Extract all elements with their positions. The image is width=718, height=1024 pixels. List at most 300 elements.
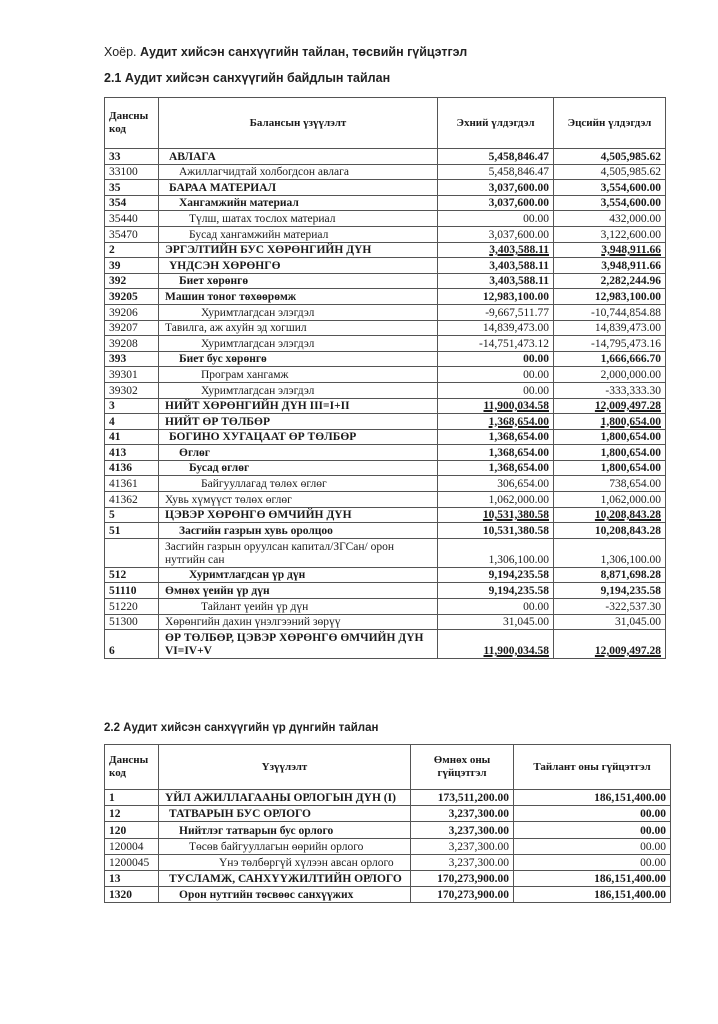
start-balance [438, 414, 554, 430]
table-row [105, 398, 666, 414]
prev-year-value [411, 822, 514, 838]
end-balance [554, 149, 666, 165]
end-balance [554, 289, 666, 305]
end-balance-text: 738,654.00 [609, 478, 661, 491]
account-code [105, 367, 159, 383]
end-balance-text: 1,800,654.00 [600, 431, 661, 444]
account-code [105, 567, 159, 583]
table-row [105, 429, 666, 445]
table-row [105, 614, 666, 630]
table-row [105, 838, 671, 854]
account-description [159, 429, 438, 445]
prev-year-value-text: 3,237,300.00 [448, 856, 509, 869]
end-balance-text: 12,983,100.00 [594, 290, 661, 303]
account-code [105, 164, 159, 180]
account-description [159, 887, 411, 903]
account-description-text: НИЙТ ХӨРӨНГИЙН ДҮН III=I+II [165, 400, 350, 413]
end-balance [554, 226, 666, 242]
start-balance [438, 398, 554, 414]
start-balance [438, 289, 554, 305]
start-balance-text: 5,458,846.47 [488, 166, 549, 179]
table-row [105, 870, 671, 886]
end-balance-text: 3,554,600.00 [600, 197, 661, 210]
account-description [159, 351, 438, 367]
account-description [159, 460, 438, 476]
account-description-text: АВЛАГА [169, 150, 216, 163]
account-code-text: 51220 [109, 600, 138, 613]
account-code [105, 887, 159, 903]
start-balance-text: 1,368,654.00 [488, 462, 549, 475]
account-code [105, 242, 159, 258]
prev-year-value-text: 3,237,300.00 [448, 824, 509, 837]
document-title [104, 45, 467, 59]
start-balance [438, 460, 554, 476]
table-row [105, 226, 666, 242]
table-row [105, 164, 666, 180]
table-row [105, 887, 671, 903]
start-balance [438, 583, 554, 599]
table-row [105, 242, 666, 258]
table-row [105, 258, 666, 274]
account-code [105, 258, 159, 274]
start-balance [438, 320, 554, 336]
account-code-text: 39208 [109, 337, 138, 350]
account-code [105, 320, 159, 336]
account-description [159, 164, 438, 180]
start-balance-text: 00.00 [523, 353, 549, 366]
start-balance-text: -14,751,473.12 [479, 337, 549, 350]
end-balance-text: 3,948,911.66 [601, 259, 661, 272]
prev-year-value [411, 806, 514, 822]
account-description [159, 614, 438, 630]
start-balance-text: 1,062,000.00 [488, 493, 549, 506]
end-balance [554, 414, 666, 430]
account-description [159, 583, 438, 599]
end-balance [554, 195, 666, 211]
start-balance-text: 3,403,588.11 [489, 259, 549, 272]
account-description [159, 854, 411, 870]
account-description [159, 538, 438, 567]
start-balance-text: 9,194,235.58 [488, 569, 549, 582]
account-description [159, 226, 438, 242]
title-text: Аудит хийсэн санхүүгийн тайлан, төсвийн гүйцэтгэл [140, 45, 468, 59]
end-balance-text: -14,795,473.16 [591, 337, 661, 350]
account-code [105, 614, 159, 630]
account-code [105, 382, 159, 398]
end-balance [554, 304, 666, 320]
account-code-text: 120 [109, 824, 127, 837]
account-description [159, 822, 411, 838]
start-balance [438, 258, 554, 274]
table-row [105, 273, 666, 289]
account-code [105, 336, 159, 352]
start-balance-text: 1,368,654.00 [488, 415, 549, 428]
table-row [105, 822, 671, 838]
account-description [159, 195, 438, 211]
account-code-text: 5 [109, 509, 115, 522]
table-row [105, 630, 666, 659]
account-description-text: Тавилга, аж ахуйн эд хогшил [165, 322, 307, 335]
account-code [105, 870, 159, 886]
start-balance [438, 538, 554, 567]
account-code [105, 195, 159, 211]
start-balance [438, 180, 554, 196]
account-description [159, 492, 438, 508]
start-balance-text: 10,531,380.58 [482, 509, 549, 522]
account-code [105, 414, 159, 430]
end-balance-text: 2,000,000.00 [600, 368, 661, 381]
end-balance [554, 398, 666, 414]
account-description-text: БАРАА МАТЕРИАЛ [169, 181, 277, 194]
account-code [105, 398, 159, 414]
end-balance-text: -10,744,854.88 [591, 306, 661, 319]
end-balance [554, 382, 666, 398]
end-balance [554, 507, 666, 523]
start-balance [438, 492, 554, 508]
prev-year-value [411, 838, 514, 854]
account-description-text: Тайлант үеийн үр дүн [201, 600, 309, 613]
end-balance [554, 258, 666, 274]
table-row [105, 211, 666, 227]
table-row [105, 445, 666, 461]
end-balance-text: 31,045.00 [615, 616, 661, 629]
start-balance-text: 00.00 [523, 212, 549, 225]
table-row [105, 320, 666, 336]
start-balance [438, 336, 554, 352]
start-balance-text: 00.00 [523, 368, 549, 381]
account-code [105, 492, 159, 508]
end-balance-text: 12,009,497.28 [594, 645, 661, 658]
start-balance [438, 567, 554, 583]
end-balance [554, 630, 666, 659]
account-code-text: 12 [109, 808, 121, 821]
start-balance [438, 164, 554, 180]
table-row [105, 583, 666, 599]
account-description-text: Бусад өглөг [189, 462, 250, 475]
header-end-balance: Эцсийн үлдэгдэл [554, 98, 666, 149]
table-row [105, 523, 666, 539]
prev-year-value [411, 854, 514, 870]
current-year-value [514, 838, 671, 854]
table-row [105, 414, 666, 430]
table-row [105, 367, 666, 383]
end-balance-text: 1,800,654.00 [600, 446, 661, 459]
end-balance [554, 567, 666, 583]
account-description-text: Хуримтлагдсан элэгдэл [201, 306, 315, 319]
account-description [159, 211, 438, 227]
account-code-text: 39302 [109, 384, 138, 397]
account-code-text: 35 [109, 181, 121, 194]
prev-year-value-text: 3,237,300.00 [448, 808, 509, 821]
account-description [159, 336, 438, 352]
end-balance [554, 336, 666, 352]
start-balance-text: 11,900,034.58 [483, 645, 549, 658]
table-row [105, 492, 666, 508]
prev-year-value-text: 3,237,300.00 [448, 840, 509, 853]
end-balance-text: 3,554,600.00 [600, 181, 661, 194]
end-balance [554, 523, 666, 539]
end-balance [554, 460, 666, 476]
start-balance [438, 211, 554, 227]
table-row [105, 790, 671, 806]
account-code [105, 351, 159, 367]
start-balance-text: 00.00 [523, 384, 549, 397]
end-balance-text: -322,537.30 [605, 600, 661, 613]
account-code-text: 512 [109, 569, 127, 582]
account-code [105, 854, 159, 870]
account-code-text: 354 [109, 197, 127, 210]
account-description [159, 242, 438, 258]
account-description-text: Хангамжийн материал [179, 197, 299, 210]
current-year-value [514, 887, 671, 903]
header-description: Үзүүлэлт [159, 745, 411, 790]
account-code [105, 289, 159, 305]
account-description-text: Үнэ төлбөргүй хүлээн авсан орлого [219, 856, 394, 869]
account-code-text: 392 [109, 275, 127, 288]
account-description-text: Машин тоног төхөөрөмж [165, 290, 297, 303]
account-code-text: 33 [109, 150, 121, 163]
account-code-text: 4136 [109, 462, 132, 475]
table-row [105, 460, 666, 476]
table-row [105, 382, 666, 398]
balance-sheet-table [104, 97, 666, 659]
start-balance-text: 00.00 [523, 600, 549, 613]
table-header-row [105, 745, 671, 790]
start-balance [438, 367, 554, 383]
account-code [105, 822, 159, 838]
income-statement-table [104, 744, 671, 903]
account-code-text: 13 [109, 873, 121, 886]
account-code [105, 149, 159, 165]
account-code-text: 39206 [109, 306, 138, 319]
account-code [105, 460, 159, 476]
start-balance-text: 12,983,100.00 [482, 290, 549, 303]
current-year-value-text: 00.00 [640, 856, 666, 869]
account-description [159, 273, 438, 289]
account-description-text: Орон нутгийн төсвөөс санхүүжих [179, 889, 354, 902]
account-description-text: Нийтлэг татварын бус орлого [179, 824, 334, 837]
table-row [105, 567, 666, 583]
end-balance [554, 211, 666, 227]
start-balance [438, 507, 554, 523]
account-code [105, 304, 159, 320]
end-balance-text: 1,800,654.00 [600, 462, 661, 475]
end-balance [554, 242, 666, 258]
account-description [159, 523, 438, 539]
account-description [159, 289, 438, 305]
account-description-text: Бусад хангамжийн материал [189, 228, 329, 241]
table-row [105, 336, 666, 352]
current-year-value-text: 186,151,400.00 [594, 873, 666, 886]
account-description-text: Байгууллагад төлөх өглөг [201, 478, 327, 491]
prev-year-value-text: 173,511,200.00 [437, 792, 509, 805]
account-description [159, 382, 438, 398]
end-balance-text: 8,871,698.28 [600, 569, 661, 582]
start-balance [438, 273, 554, 289]
start-balance-text: 3,403,588.11 [489, 275, 549, 288]
account-description-text: Биет бус хөрөнгө [179, 353, 267, 366]
account-code-text: 35470 [109, 228, 138, 241]
table-row [105, 180, 666, 196]
start-balance-text: 306,654.00 [497, 478, 549, 491]
account-code-text: 3 [109, 400, 115, 413]
account-description-text: Түлш, шатах тослох материал [189, 212, 336, 225]
account-code [105, 630, 159, 659]
account-code [105, 583, 159, 599]
account-description-text: Биет хөрөнгө [179, 275, 249, 288]
start-balance [438, 429, 554, 445]
end-balance-text: 14,839,473.00 [594, 322, 661, 335]
current-year-value [514, 790, 671, 806]
end-balance [554, 583, 666, 599]
table-row [105, 289, 666, 305]
account-description-text: Төсөв байгууллагын өөрийн орлого [189, 840, 364, 853]
start-balance-text: 9,194,235.58 [488, 585, 549, 598]
end-balance [554, 445, 666, 461]
account-description-text: НИЙТ ӨР ТӨЛБӨР [165, 415, 270, 428]
account-code-text: 39301 [109, 368, 138, 381]
table-row [105, 507, 666, 523]
prev-year-value-text: 170,273,900.00 [437, 873, 509, 886]
account-code-text: 39207 [109, 322, 138, 335]
start-balance [438, 630, 554, 659]
end-balance-text: 9,194,235.58 [600, 585, 661, 598]
account-code-text: 1 [109, 792, 115, 805]
table-row [105, 476, 666, 492]
end-balance [554, 429, 666, 445]
end-balance [554, 320, 666, 336]
account-description-text: Хуримтлагдсан элэгдэл [201, 337, 315, 350]
table-row [105, 599, 666, 615]
end-balance-text: 4,505,985.62 [600, 150, 661, 163]
table-row [105, 195, 666, 211]
account-description [159, 870, 411, 886]
account-description [159, 320, 438, 336]
account-code [105, 523, 159, 539]
account-description-text: Засгийн газрын хувь оролцоо [179, 524, 333, 537]
account-description-text: Програм хангамж [201, 368, 289, 381]
account-description-text: ҮЙЛ АЖИЛЛАГААНЫ ОРЛОГЫН ДҮН (I) [165, 792, 396, 805]
account-description-text: ҮНДСЭН ХӨРӨНГӨ [169, 259, 281, 272]
account-code-text: 41361 [109, 478, 138, 491]
current-year-value [514, 870, 671, 886]
end-balance-text: 12,009,497.28 [594, 400, 661, 413]
account-description-text: ЦЭВЭР ХӨРӨНГӨ ӨМЧИЙН ДҮН [165, 509, 352, 522]
start-balance-text: -9,667,511.77 [485, 306, 549, 319]
account-code-text: 41362 [109, 493, 138, 506]
start-balance-text: 1,368,654.00 [488, 431, 549, 444]
header-code: Дансны код [105, 745, 159, 790]
end-balance-text: 10,208,843.28 [594, 524, 661, 537]
start-balance [438, 476, 554, 492]
account-description [159, 149, 438, 165]
start-balance-text: 3,037,600.00 [488, 228, 549, 241]
account-code-text: 1320 [109, 889, 132, 902]
account-description-text: ТУСЛАМЖ, САНХҮҮЖИЛТИЙН ОРЛОГО [169, 873, 402, 886]
account-code [105, 273, 159, 289]
start-balance [438, 226, 554, 242]
end-balance [554, 538, 666, 567]
account-code-text: 41 [109, 431, 121, 444]
start-balance-text: 3,037,600.00 [488, 181, 549, 194]
start-balance-text: 1,368,654.00 [488, 446, 549, 459]
account-code [105, 211, 159, 227]
start-balance [438, 599, 554, 615]
start-balance [438, 242, 554, 258]
account-description [159, 507, 438, 523]
end-balance-text: 432,000.00 [609, 212, 661, 225]
current-year-value-text: 186,151,400.00 [594, 889, 666, 902]
start-balance-text: 3,037,600.00 [488, 197, 549, 210]
end-balance-text: 3,948,911.66 [601, 244, 661, 257]
current-year-value-text: 00.00 [640, 824, 666, 837]
account-description-text: ӨР ТӨЛБӨР, ЦЭВЭР ХӨРӨНГӨ ӨМЧИЙН ДҮН VI=IV+V [165, 632, 424, 658]
end-balance-text: -333,333.30 [605, 384, 661, 397]
account-code [105, 538, 159, 567]
account-code-text: 39205 [109, 290, 138, 303]
header-description: Балансын үзүүлэлт [159, 98, 438, 149]
account-description [159, 806, 411, 822]
end-balance-text: 1,062,000.00 [600, 493, 661, 506]
current-year-value [514, 822, 671, 838]
account-description-text: БОГИНО ХУГАЦААТ ӨР ТӨЛБӨР [169, 431, 357, 444]
account-description [159, 838, 411, 854]
account-code-text: 6 [109, 645, 115, 658]
account-description [159, 476, 438, 492]
account-description-text: Өглөг [179, 446, 211, 459]
table-row [105, 149, 666, 165]
account-code-text: 413 [109, 446, 127, 459]
start-balance-text: 11,900,034.58 [483, 400, 549, 413]
account-description [159, 445, 438, 461]
account-code [105, 838, 159, 854]
table-row [105, 854, 671, 870]
account-code [105, 429, 159, 445]
account-description [159, 180, 438, 196]
account-code [105, 599, 159, 615]
account-description [159, 398, 438, 414]
end-balance-text: 4,505,985.62 [600, 166, 661, 179]
account-code-text: 51110 [109, 585, 137, 598]
current-year-value [514, 806, 671, 822]
start-balance-text: 10,531,380.58 [482, 524, 549, 537]
account-description [159, 414, 438, 430]
start-balance-text: 5,458,846.47 [488, 150, 549, 163]
account-description [159, 367, 438, 383]
header-current-year: Тайлант оны гүйцэтгэл [514, 745, 671, 790]
account-description-text: Хуримтлагдсан үр дүн [189, 569, 306, 582]
end-balance [554, 351, 666, 367]
account-description [159, 258, 438, 274]
current-year-value [514, 854, 671, 870]
account-description-text: Өмнөх үеийн үр дүн [165, 585, 270, 598]
header-start-balance: Эхний үлдэгдэл [438, 98, 554, 149]
account-code-text: 2 [109, 244, 115, 257]
account-code-text: 393 [109, 353, 127, 366]
account-description [159, 567, 438, 583]
end-balance-text: 1,800,654.00 [600, 415, 661, 428]
end-balance [554, 599, 666, 615]
account-description [159, 630, 438, 659]
current-year-value-text: 00.00 [640, 808, 666, 821]
account-code-text: 33100 [109, 166, 138, 179]
prev-year-value-text: 170,273,900.00 [437, 889, 509, 902]
end-balance [554, 476, 666, 492]
account-description-text: Хуримтлагдсан элэгдэл [201, 384, 315, 397]
end-balance [554, 492, 666, 508]
account-description-text: Засгийн газрын оруулсан капитал/ЗГСан/ орон нутгийн сан [165, 540, 394, 566]
current-year-value-text: 00.00 [640, 840, 666, 853]
